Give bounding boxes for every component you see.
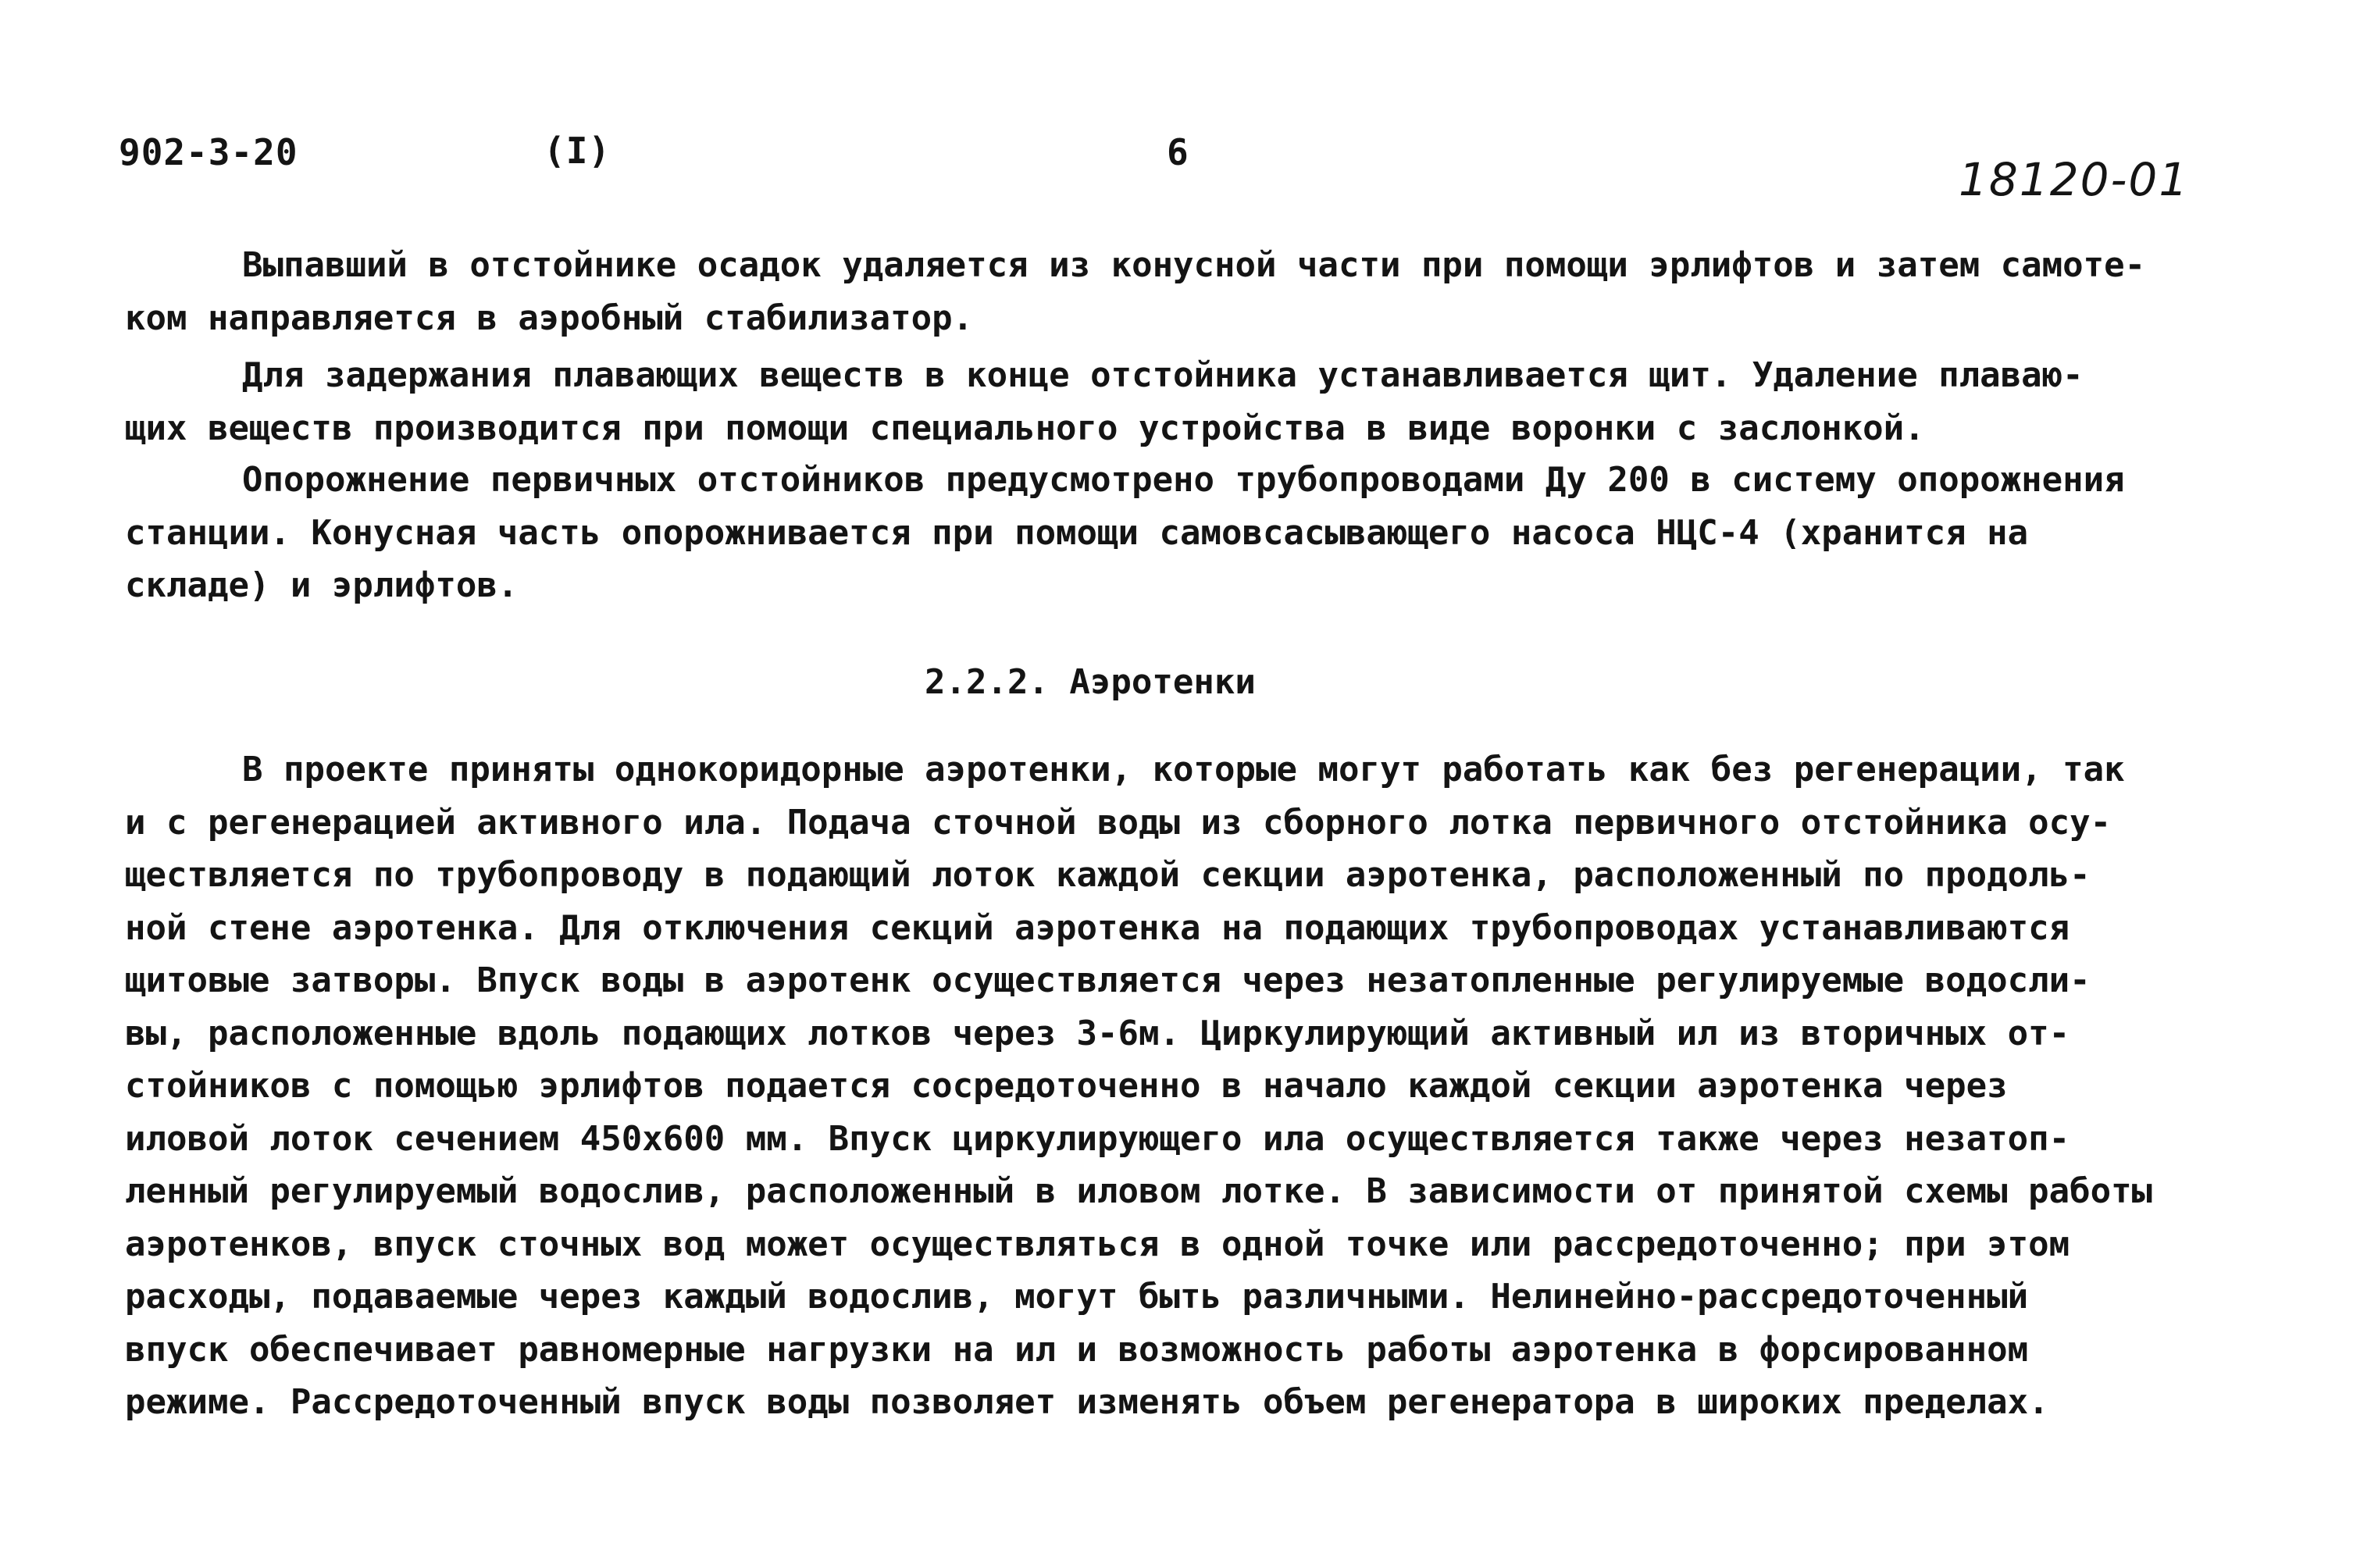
text-line: Выпавший в отстойнике осадок удаляется из конусной части при помощи эрлифтов и затем самоте- (242, 245, 2146, 285)
volume-number: (I) (544, 130, 611, 172)
paragraph-floating-matter (125, 349, 2312, 454)
text-line: ной стене аэротенка. Для отключения секций аэротенка на подающих трубопроводах устанавливаются (125, 907, 2070, 948)
text-line: впуск обеспечивает равномерные нагрузки на ил и возможность работы аэротенка в форсированном (125, 1329, 2029, 1370)
text-line: Опорожнение первичных отстойников предусмотрено трубопроводами Ду 200 в систему опорожнения (242, 460, 2125, 500)
text-line: Для задержания плавающих веществ в конце отстойника устанавливается щит. Удаление плаваю- (242, 355, 2084, 395)
text-line: ществляется по трубопроводу в подающий лоток каждой секции аэротенка, расположенный по продоль- (125, 855, 2091, 895)
text-line: стойников с помощью эрлифтов подается сосредоточенно в начало каждой секции аэротенка через (125, 1066, 2008, 1106)
text-line: аэротенков, впуск сточных вод может осуществляться в одной точке или рассредоточенно; при этом (125, 1224, 2070, 1264)
paragraph-aerotanks (125, 743, 2312, 1429)
text-line: и с регенерацией активного ила. Подача сточной воды из сборного лотка первичного отстойника осу- (125, 802, 2112, 843)
text-line: щих веществ производится при помощи специального устройства в виде воронки с заслонкой. (125, 408, 1925, 448)
text-line: режиме. Рассредоточенный впуск воды позволяет изменять объем регенератора в широких пределах. (125, 1382, 2049, 1422)
page-number: 6 (1167, 131, 1189, 173)
text-line: складе) и эрлифтов. (125, 565, 519, 605)
text-line: В проекте приняты однокоридорные аэротенки, которые могут работать как без регенерации, так (242, 750, 2125, 789)
text-line: станции. Конусная часть опорожнивается при помощи самовсасывающего насоса НЦС-4 (хранится на (125, 512, 2029, 553)
paragraph-sediment-removal (125, 239, 2312, 344)
text-line: иловой лоток сечением 450х600 мм. Впуск циркулирующего ила осуществляется также через незатоп- (125, 1118, 2070, 1159)
paragraph-drainage (125, 454, 2312, 612)
text-line: ком направляется в аэробный стабилизатор. (125, 298, 974, 338)
section-heading: 2.2.2. Аэротенки (925, 662, 1256, 702)
document-code: 902-3-20 (119, 131, 298, 173)
text-line: ленный регулируемый водослив, расположенный в иловом лотке. В зависимости от принятой схемы работы (125, 1171, 2153, 1211)
inventory-number: 18120-01 (1959, 153, 2190, 206)
text-line: щитовые затворы. Впуск воды в аэротенк осуществляется через незатопленные регулируемые водосли- (125, 960, 2091, 1000)
text-line: расходы, подаваемые через каждый водослив, могут быть различными. Нелинейно-рассредоточенный (125, 1277, 2029, 1317)
text-line: вы, расположенные вдоль подающих лотков через 3-6м. Циркулирующий активный ил из вторичных от- (125, 1013, 2070, 1053)
